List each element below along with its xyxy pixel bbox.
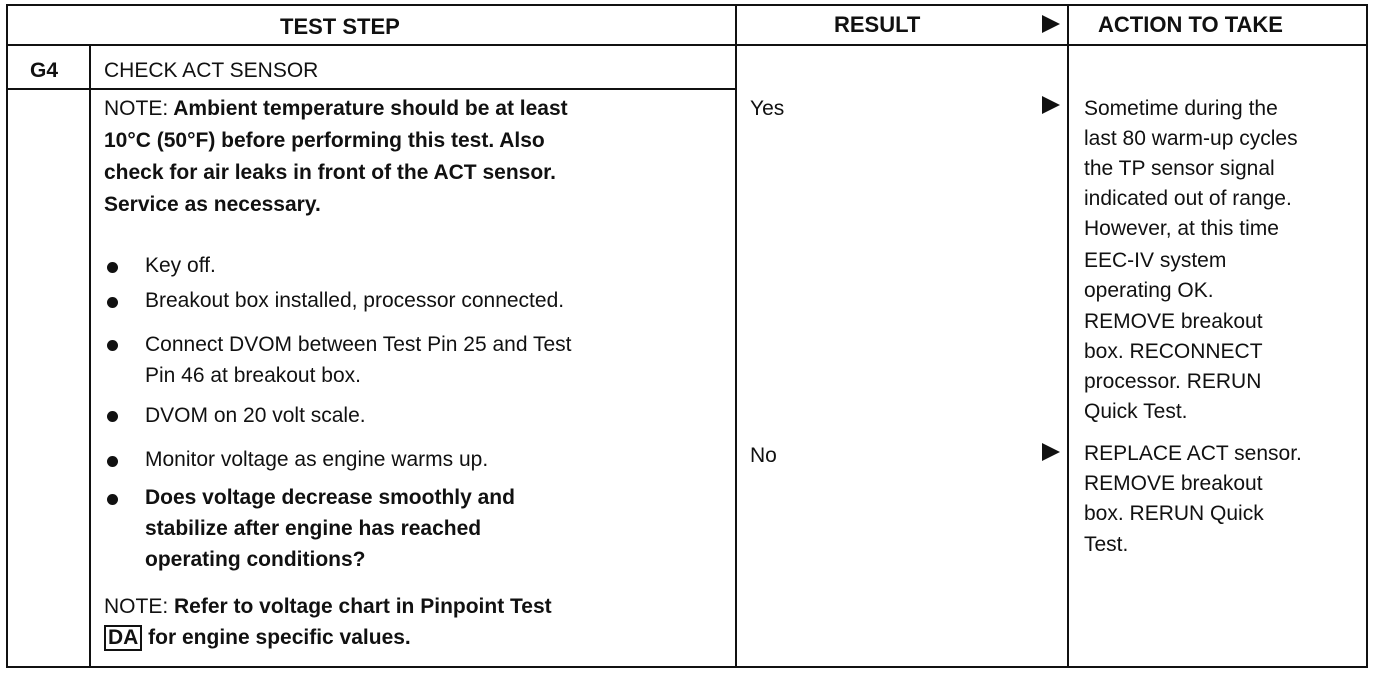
table-bottom-border [6, 666, 1368, 668]
result-yes: Yes [750, 97, 785, 120]
bullet-1-text: Key off. [145, 254, 216, 277]
bullet-icon [107, 262, 118, 273]
action-yes-line-1: Sometime during the [1084, 97, 1278, 120]
note-2-line-2 [104, 623, 411, 653]
table-top-border [6, 4, 1368, 6]
action-yes-line-5: However, at this time [1084, 217, 1279, 240]
bullet-6-line-2: stabilize after engine has reached [145, 517, 482, 540]
header-result: RESULT [834, 12, 921, 37]
action-yes-line-6: EEC-IV system [1084, 249, 1227, 272]
bullet-icon [107, 456, 118, 467]
bullet-5-text: Monitor voltage as engine warms up. [145, 448, 489, 471]
note-1-line-3: check for air leaks in front of the ACT sensor. [104, 161, 557, 184]
pinpoint-test-ref-box: DA [104, 625, 142, 651]
result-yes-arrow-icon [1042, 96, 1060, 114]
header-action-to-take: ACTION TO TAKE [1098, 12, 1283, 37]
action-yes-line-11: Quick Test. [1084, 400, 1188, 423]
result-no-arrow-icon [1042, 443, 1060, 461]
bullet-icon [107, 340, 118, 351]
header-bottom-border [6, 44, 1368, 46]
bullet-6-line-3: operating conditions? [145, 548, 366, 571]
action-yes-line-8: REMOVE breakout [1084, 310, 1263, 333]
note-1-text: Ambient temperature should be at least [168, 97, 568, 120]
action-no-line-4: Test. [1084, 533, 1129, 556]
result-no: No [750, 444, 777, 467]
bullet-3-line-1: Connect DVOM between Test Pin 25 and Test [145, 333, 572, 356]
step-title-bottom-border [6, 88, 736, 90]
action-no-line-1: REPLACE ACT sensor. [1084, 442, 1302, 465]
bullet-icon [107, 411, 118, 422]
action-yes-line-3: the TP sensor signal [1084, 157, 1275, 180]
note-1-line-2: 10°C (50°F) before performing this test. Also [104, 129, 545, 152]
note-1-prefix: NOTE: [104, 97, 169, 120]
header-arrow-icon [1042, 15, 1060, 33]
action-no-line-3: box. RERUN Quick [1084, 502, 1264, 525]
note-2-line-2-text: for engine specific values. [142, 626, 411, 649]
table-left-border [6, 4, 8, 668]
bullet-4-text: DVOM on 20 volt scale. [145, 404, 366, 427]
table-right-border [1366, 4, 1368, 668]
header-test-step: TEST STEP [280, 14, 400, 39]
bullet-6-line-1: Does voltage decrease smoothly and [145, 486, 515, 509]
bullet-icon [107, 297, 118, 308]
action-yes-line-9: box. RECONNECT [1084, 340, 1263, 363]
note-2-text: Refer to voltage chart in Pinpoint Test [168, 595, 552, 618]
action-yes-line-10: processor. RERUN [1084, 370, 1262, 393]
note-2-line-1 [104, 592, 552, 622]
note-1-line-4: Service as necessary. [104, 193, 321, 216]
note-1-line-1 [104, 94, 568, 124]
step-title: CHECK ACT SENSOR [104, 59, 319, 82]
bullet-3-line-2: Pin 46 at breakout box. [145, 364, 361, 387]
action-yes-line-2: last 80 warm-up cycles [1084, 127, 1298, 150]
step-id-divider [89, 46, 91, 668]
action-yes-line-7: operating OK. [1084, 279, 1214, 302]
note-2-prefix: NOTE: [104, 595, 169, 618]
test-step-right-border [735, 4, 737, 668]
step-id: G4 [30, 59, 59, 82]
bullet-icon [107, 494, 118, 505]
bullet-2-text: Breakout box installed, processor connected. [145, 289, 565, 312]
action-yes-line-4: indicated out of range. [1084, 187, 1292, 210]
result-right-border [1067, 4, 1069, 668]
action-no-line-2: REMOVE breakout [1084, 472, 1263, 495]
